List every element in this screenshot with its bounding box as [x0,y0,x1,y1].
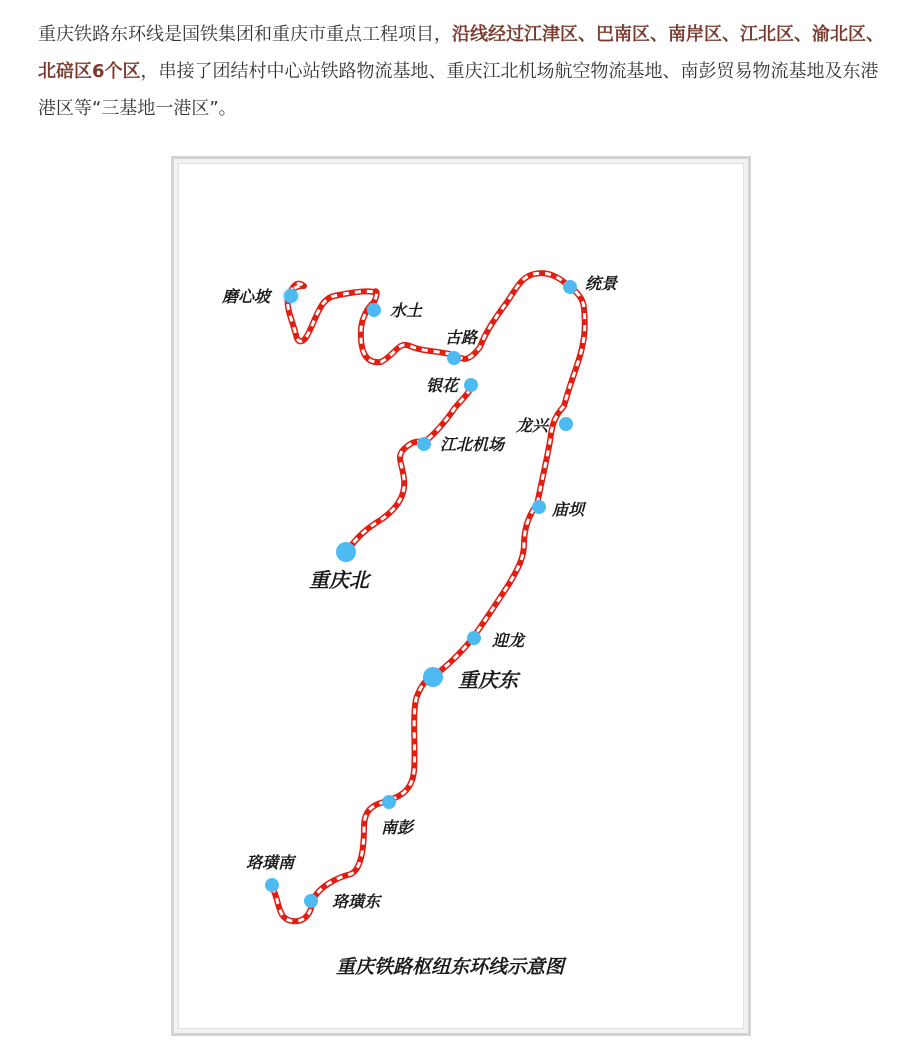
station-luohuangnan [246,853,297,892]
rail-map-frame [171,156,751,1036]
track-branch-north-white [346,385,471,552]
station-label-moxinpo: 磨心坡 [222,287,271,306]
rail-map-svg [174,159,748,1033]
station-label-luohuangdong: 珞璜东 [332,892,381,911]
station-chongqing-east [423,667,521,692]
station-tongjing [563,274,619,294]
track-main-red [272,273,585,921]
station-label-tongjing: 统景 [585,274,618,293]
station-chongqing-north [309,542,372,592]
station-label-chongqing-east: 重庆东 [458,668,518,692]
intro-paragraph [38,16,888,127]
station-label-gulu: 古路 [445,328,478,347]
station-label-chongqing-north: 重庆北 [309,568,369,592]
intro-text-start: 重庆铁路东环线是国铁集团和重庆市重点工程项目， [38,24,452,45]
station-label-longxing: 龙兴 [516,416,549,435]
station-miaoba [532,500,587,519]
station-nanpeng [381,795,416,837]
station-label-jiangbei-airport: 江北机场 [440,435,505,454]
track-main-white [272,273,585,921]
station-label-shuitu: 水土 [390,301,423,320]
station-yinglong [467,631,526,650]
station-label-yinglong: 迎龙 [492,631,525,650]
intro-highlight-districts: 沿线经过江津区、巴南区、南岸区、江北区、渝北区、北碚区6个区 [38,24,884,82]
station-longxing [515,416,573,435]
station-label-luohuangnan: 珞璜南 [246,853,295,872]
station-label-nanpeng: 南彭 [381,818,414,837]
station-label-yinhua: 银花 [426,376,459,395]
intro-text-end: ，串接了团结村中心站铁路物流基地、重庆江北机场航空物流基地、南彭贸易物流基地及东港港区等“三基地一港区”。 [38,61,879,119]
station-shuitu [367,301,423,320]
station-label-miaoba: 庙坝 [552,500,585,519]
map-caption: 重庆铁路枢纽东环线示意图 [336,956,565,978]
